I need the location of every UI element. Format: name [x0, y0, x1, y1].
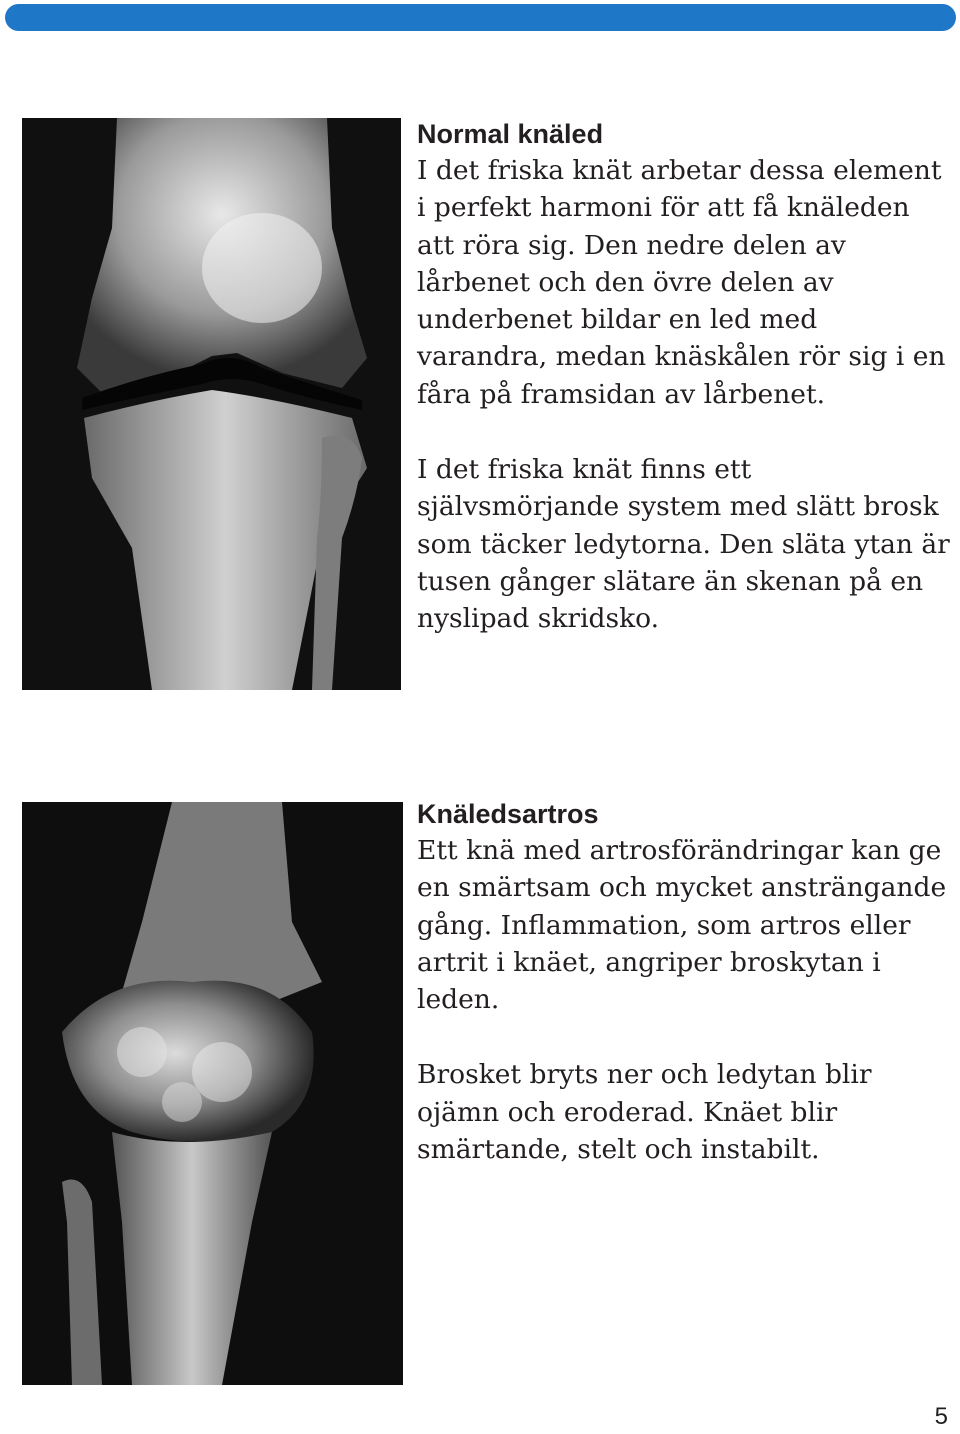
- xray-arthritic-knee: [22, 802, 403, 1385]
- section-normal-knee: [417, 118, 952, 638]
- section-paragraph: Ett knä med artrosförändringar kan ge en smärtsam och mycket ansträngande gång. Inflammation, som artros eller artrit i knäet, angriper broskytan i leden.: [417, 835, 947, 1016]
- xray-normal-knee: [22, 118, 401, 690]
- top-accent-bar: [5, 4, 956, 31]
- section-paragraph: I det friska knät finns ett självsmörjande system med slätt brosk som täcker ledytorna. Den släta ytan är tusen gånger slätare än skenan på en nyslipad skridsko.: [417, 454, 950, 635]
- page-number: 5: [934, 1403, 948, 1430]
- section-heading: Knäledsartros: [417, 799, 599, 829]
- section-knee-arthritis: [417, 798, 952, 1168]
- section-paragraph: I det friska knät arbetar dessa element i perfekt harmoni för att få knäleden att röra sig. Den nedre delen av lårbenet och den övre delen av underbenet bildar en led med varandra, medan knäskålen rör sig i en fåra på framsidan av lårbenet.: [417, 155, 946, 410]
- section-paragraph: Brosket bryts ner och ledytan blir ojämn och eroderad. Knäet blir smärtande, stelt och instabilt.: [417, 1059, 872, 1166]
- section-heading: Normal knäled: [417, 119, 604, 149]
